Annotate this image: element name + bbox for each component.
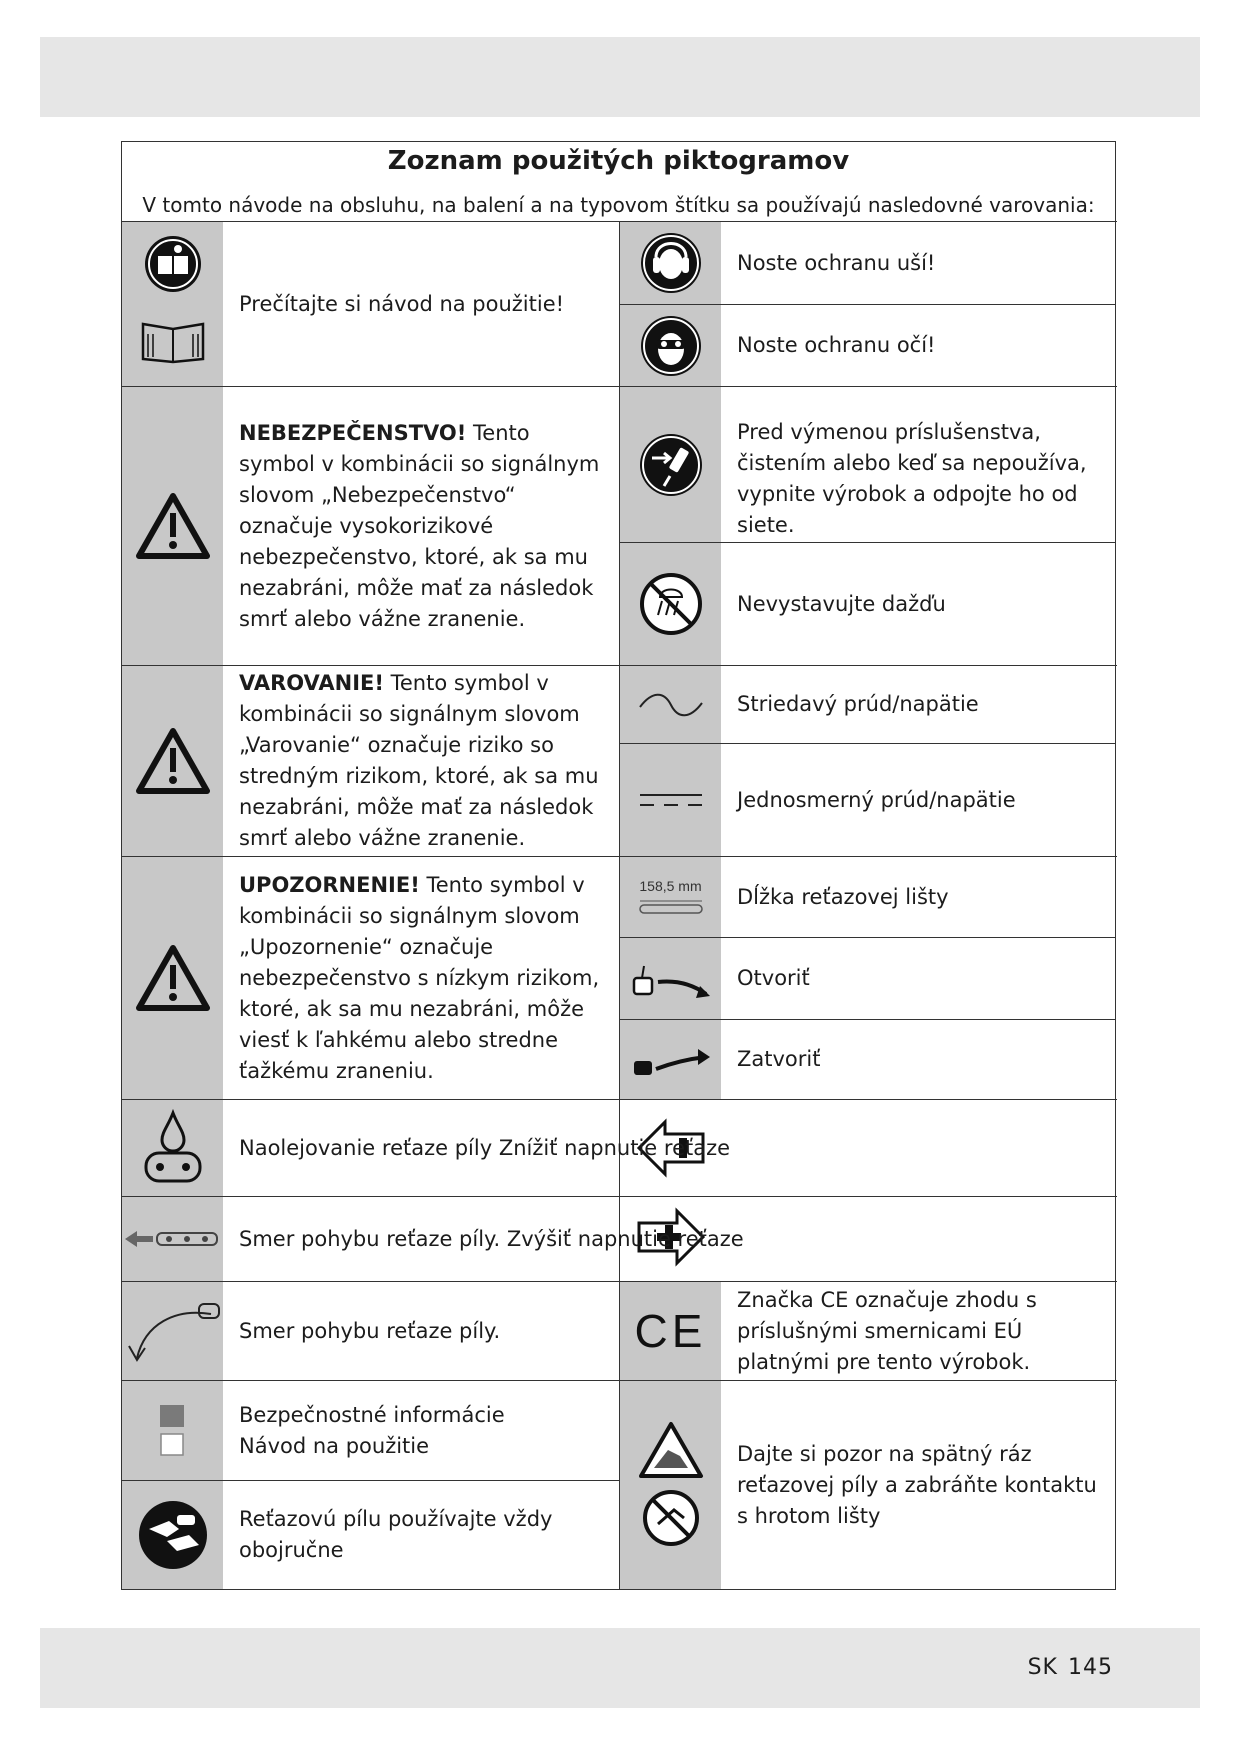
danger-description: Tento symbol v kombinácii so signálnym slovom „Nebezpečenstvo“ označuje vysokorizikové nebezpečenstvo, ktoré, ak sa mu nezabráni, môže mať za následok smrť alebo vážne zranenie.	[239, 420, 600, 631]
icon-cell-oiling	[122, 1100, 223, 1196]
manual-label: Návod na použitie	[239, 1433, 430, 1458]
warning-triangle-icon	[136, 728, 210, 794]
text-warning	[223, 666, 619, 856]
text-ce-mark: Značka CE označuje zhodu s príslušnými smernicami EÚ platnými pre tento výrobok.	[737, 1287, 1037, 1374]
text-two-hands: Reťazovú pílu používajte vždy obojručne	[239, 1507, 553, 1562]
icon-cell-ce	[620, 1282, 721, 1380]
icon-cell-read-manual	[122, 222, 223, 386]
icon-cell-safety-info	[122, 1381, 223, 1480]
open-cap-icon	[626, 954, 716, 1004]
icon-cell-close	[620, 1020, 721, 1099]
kickback-icon	[638, 1420, 704, 1550]
page-title: Zoznam použitých piktogramov	[387, 146, 850, 176]
icon-cell-chain-direction-increase	[122, 1197, 223, 1281]
text-danger	[223, 387, 619, 665]
text-eye-protection: Noste ochranu očí!	[737, 333, 936, 357]
icon-cell-ac	[620, 666, 721, 743]
text-caution	[223, 857, 619, 1099]
info-squares-icon	[158, 1403, 188, 1459]
warning-triangle-icon	[136, 945, 210, 1011]
warning-description: Tento symbol v kombinácii so signálnym slovom „Varovanie“ označuje riziko so stredným rizikom, ktoré, ak sa mu nezabráni, môže mať za následok smrť alebo vážne zranenie.	[239, 671, 599, 850]
page-footer	[1018, 1655, 1113, 1680]
guide-bar-icon	[636, 898, 706, 916]
page-number: 145	[1068, 1655, 1113, 1680]
unplug-icon	[638, 432, 704, 498]
warning-keyword: VAROVANIE!	[239, 671, 384, 695]
text-dc: Jednosmerný prúd/napätie	[737, 787, 1016, 812]
column-divider	[619, 222, 620, 1590]
icon-cell-two-hands	[122, 1481, 223, 1589]
icon-cell-unplug	[620, 387, 721, 542]
dc-current-icon	[638, 790, 704, 810]
caution-keyword: UPOZORNENIE!	[239, 872, 420, 897]
text-chain-direction-increase: Smer pohybu reťaze píly. Zvýšiť napnutie reťaze	[239, 1226, 744, 1251]
icon-cell-danger	[122, 387, 223, 665]
text-read-manual: Prečítajte si návod na použitie!	[239, 291, 565, 316]
ce-mark-icon: CE	[634, 1305, 707, 1357]
ac-current-icon	[638, 693, 704, 717]
icon-cell-warning	[122, 666, 223, 856]
text-open: Otvoriť	[737, 966, 810, 990]
read-manual-icon	[138, 234, 208, 374]
danger-keyword: NEBEZPEČENSTVO!	[239, 420, 467, 445]
text-ac: Striedavý prúd/napätie	[737, 692, 979, 716]
text-safety-info	[223, 1381, 619, 1480]
page-subtitle: V tomto návode na obsluhu, na balení a na typovom štítku sa používajú nasledovné varovania:	[142, 193, 1095, 217]
eye-protection-icon	[639, 314, 703, 378]
icon-cell-eye-protection	[620, 305, 721, 386]
language-code: SK	[1027, 1655, 1058, 1680]
caution-description: Tento symbol v kombinácii so signálnym slovom „Upozornenie“ označuje nebezpečenstvo s nízkym rizikom, ktoré, ak sa mu nezabráni, môže viesť k ľahkému alebo stredne ťažkému zraneniu.	[239, 872, 600, 1083]
icon-cell-dc	[620, 744, 721, 856]
two-hands-icon	[137, 1499, 209, 1571]
text-no-rain: Nevystavujte dažďu	[737, 591, 946, 616]
icon-cell-chain-direction	[122, 1282, 223, 1380]
icon-cell-no-rain	[620, 543, 721, 665]
text-bar-length: Dĺžka reťazovej lišty	[737, 884, 949, 909]
no-rain-icon	[638, 571, 704, 637]
text-close: Zatvoriť	[737, 1047, 821, 1071]
bar-length-label: 158,5 mm	[639, 878, 702, 894]
text-kickback: Dajte si pozor na spätný ráz reťazovej píly a zabráňte kontaktu s hrotom lišty	[737, 1441, 1097, 1528]
icon-cell-open	[620, 938, 721, 1019]
text-unplug: Pred výmenou príslušenstva, čistením alebo keď sa nepoužíva, vypnite výrobok a odpojte ho od siete.	[737, 420, 1087, 537]
icon-cell-kickback	[620, 1381, 721, 1589]
chain-oil-icon	[138, 1108, 208, 1188]
text-oiling: Naolejovanie reťaze píly Znížiť napnutie reťaze	[239, 1135, 731, 1160]
top-band	[40, 37, 1200, 117]
close-cap-icon	[626, 1035, 716, 1085]
ear-protection-icon	[639, 231, 703, 295]
icon-cell-ear-protection	[620, 222, 721, 304]
icon-cell-caution	[122, 857, 223, 1099]
safety-info-label: Bezpečnostné informácie	[239, 1402, 505, 1427]
warning-triangle-icon	[136, 493, 210, 559]
chain-direction-icon	[123, 1219, 223, 1259]
chain-curve-arrow-icon	[125, 1296, 221, 1366]
icon-cell-bar-length	[620, 857, 721, 937]
text-chain-direction: Smer pohybu reťaze píly.	[239, 1318, 501, 1343]
text-ear-protection: Noste ochranu uší!	[737, 250, 936, 275]
